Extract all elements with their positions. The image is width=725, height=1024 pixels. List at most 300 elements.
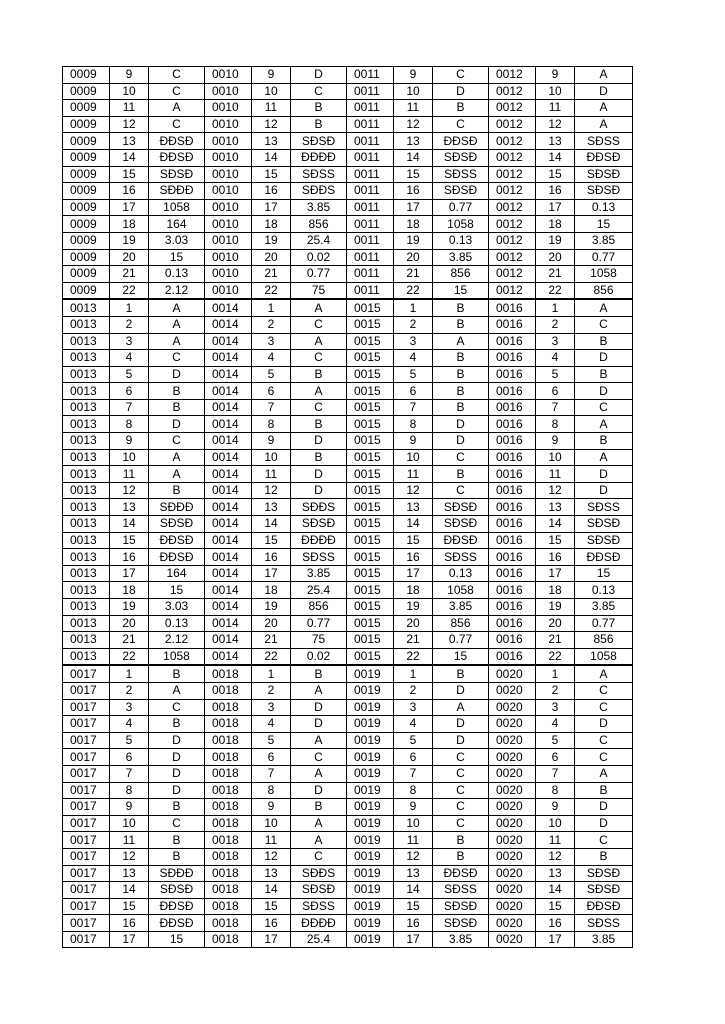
answer-cell: 856 — [291, 599, 347, 616]
answer-cell: 75 — [291, 632, 347, 649]
table-row — [63, 565, 633, 582]
question-number-cell: 14 — [394, 882, 433, 899]
question-number-cell: 15 — [394, 532, 433, 549]
answer-cell: C — [149, 699, 205, 716]
exam-code-cell: 0010 — [205, 149, 252, 166]
question-number-cell: 6 — [394, 749, 433, 766]
exam-code-cell: 0019 — [347, 716, 394, 733]
answer-cell: B — [149, 399, 205, 416]
question-number-cell: 11 — [110, 832, 149, 849]
answer-cell: 2.12 — [149, 282, 205, 299]
answer-cell: D — [433, 433, 489, 450]
answer-cell: 0.02 — [291, 249, 347, 266]
answer-cell: 0.13 — [575, 582, 633, 599]
exam-code-cell: 0016 — [489, 466, 536, 483]
table-row — [63, 183, 633, 200]
question-number-cell: 3 — [252, 333, 291, 350]
question-number-cell: 7 — [110, 399, 149, 416]
question-number-cell: 5 — [536, 732, 575, 749]
question-number-cell: 20 — [536, 249, 575, 266]
question-number-cell: 16 — [394, 915, 433, 932]
exam-code-cell: 0020 — [489, 682, 536, 699]
table-row — [63, 166, 633, 183]
answer-cell: C — [433, 749, 489, 766]
exam-code-cell: 0012 — [489, 83, 536, 100]
exam-code-cell: 0017 — [63, 799, 110, 816]
answer-cell: B — [433, 366, 489, 383]
question-number-cell: 4 — [252, 716, 291, 733]
exam-code-cell: 0016 — [489, 532, 536, 549]
exam-code-cell: 0014 — [205, 383, 252, 400]
exam-code-cell: 0017 — [63, 815, 110, 832]
answer-cell: C — [149, 116, 205, 133]
exam-code-cell: 0015 — [347, 599, 394, 616]
question-number-cell: 18 — [252, 582, 291, 599]
exam-code-cell: 0013 — [63, 582, 110, 599]
exam-code-cell: 0017 — [63, 732, 110, 749]
question-number-cell: 11 — [536, 466, 575, 483]
answer-cell: ĐĐSĐ — [149, 149, 205, 166]
question-number-cell: 18 — [110, 216, 149, 233]
exam-code-cell: 0013 — [63, 383, 110, 400]
answer-cell: 15 — [149, 249, 205, 266]
answer-cell: 0.77 — [575, 615, 633, 632]
exam-code-cell: 0012 — [489, 67, 536, 84]
answer-cell: SĐSĐ — [433, 149, 489, 166]
question-number-cell: 15 — [394, 898, 433, 915]
answer-cell: A — [433, 333, 489, 350]
answer-cell: ĐĐSĐ — [575, 898, 633, 915]
exam-code-cell: 0010 — [205, 83, 252, 100]
answer-cell: A — [575, 100, 633, 117]
answer-cell: A — [575, 299, 633, 316]
exam-code-cell: 0019 — [347, 682, 394, 699]
exam-code-cell: 0015 — [347, 648, 394, 665]
answer-cell: 856 — [575, 632, 633, 649]
exam-code-cell: 0014 — [205, 482, 252, 499]
exam-code-cell: 0016 — [489, 433, 536, 450]
answer-cell: C — [149, 815, 205, 832]
answer-cell: D — [291, 716, 347, 733]
exam-code-cell: 0020 — [489, 815, 536, 832]
question-number-cell: 15 — [110, 166, 149, 183]
question-number-cell: 11 — [394, 832, 433, 849]
table-row — [63, 383, 633, 400]
exam-code-cell: 0015 — [347, 316, 394, 333]
answer-cell: D — [575, 815, 633, 832]
answer-cell: SĐĐĐ — [149, 183, 205, 200]
exam-code-cell: 0010 — [205, 232, 252, 249]
exam-code-cell: 0016 — [489, 449, 536, 466]
question-number-cell: 9 — [394, 67, 433, 84]
exam-code-cell: 0009 — [63, 232, 110, 249]
question-number-cell: 13 — [394, 133, 433, 150]
exam-code-cell: 0016 — [489, 333, 536, 350]
question-number-cell: 14 — [252, 882, 291, 899]
answer-cell: B — [291, 100, 347, 117]
answer-cell: C — [433, 449, 489, 466]
question-number-cell: 17 — [394, 199, 433, 216]
question-number-cell: 3 — [536, 333, 575, 350]
question-number-cell: 12 — [394, 116, 433, 133]
question-number-cell: 20 — [110, 249, 149, 266]
question-number-cell: 20 — [252, 249, 291, 266]
answer-cell: D — [575, 350, 633, 367]
question-number-cell: 17 — [394, 931, 433, 948]
exam-code-cell: 0015 — [347, 366, 394, 383]
answer-cell: D — [291, 699, 347, 716]
question-number-cell: 10 — [252, 83, 291, 100]
answer-cell: 3.85 — [291, 199, 347, 216]
exam-code-cell: 0011 — [347, 183, 394, 200]
answer-cell: A — [291, 299, 347, 316]
exam-code-cell: 0013 — [63, 333, 110, 350]
question-number-cell: 3 — [252, 699, 291, 716]
answer-cell: 0.77 — [433, 199, 489, 216]
exam-code-cell: 0020 — [489, 832, 536, 849]
question-number-cell: 12 — [110, 116, 149, 133]
exam-code-cell: 0011 — [347, 249, 394, 266]
exam-code-cell: 0009 — [63, 199, 110, 216]
exam-code-cell: 0011 — [347, 116, 394, 133]
question-number-cell: 18 — [536, 216, 575, 233]
answer-cell: C — [291, 399, 347, 416]
exam-code-cell: 0010 — [205, 100, 252, 117]
exam-code-cell: 0013 — [63, 499, 110, 516]
exam-code-cell: 0011 — [347, 266, 394, 283]
exam-code-cell: 0012 — [489, 249, 536, 266]
exam-code-cell: 0019 — [347, 848, 394, 865]
exam-code-cell: 0011 — [347, 83, 394, 100]
question-number-cell: 18 — [394, 216, 433, 233]
answer-cell: SĐSĐ — [575, 183, 633, 200]
exam-code-cell: 0020 — [489, 898, 536, 915]
answer-cell: A — [291, 333, 347, 350]
answer-cell: 3.85 — [433, 599, 489, 616]
question-number-cell: 3 — [394, 333, 433, 350]
question-number-cell: 4 — [252, 350, 291, 367]
table-row — [63, 416, 633, 433]
answer-cell: D — [149, 416, 205, 433]
question-number-cell: 8 — [394, 416, 433, 433]
question-number-cell: 19 — [394, 232, 433, 249]
exam-code-cell: 0015 — [347, 532, 394, 549]
answer-cell: C — [149, 83, 205, 100]
answer-cell: B — [291, 116, 347, 133]
question-number-cell: 2 — [110, 682, 149, 699]
question-number-cell: 1 — [110, 665, 149, 682]
question-number-cell: 10 — [110, 449, 149, 466]
exam-code-cell: 0017 — [63, 832, 110, 849]
answer-cell: B — [291, 416, 347, 433]
question-number-cell: 5 — [110, 732, 149, 749]
question-number-cell: 22 — [110, 648, 149, 665]
answer-cell: SĐSĐ — [433, 183, 489, 200]
question-number-cell: 2 — [252, 316, 291, 333]
question-number-cell: 21 — [110, 632, 149, 649]
exam-code-cell: 0019 — [347, 882, 394, 899]
exam-code-cell: 0016 — [489, 499, 536, 516]
question-number-cell: 22 — [394, 282, 433, 299]
answer-cell: 3.85 — [433, 249, 489, 266]
exam-code-cell: 0014 — [205, 433, 252, 450]
exam-code-cell: 0013 — [63, 433, 110, 450]
exam-code-cell: 0014 — [205, 565, 252, 582]
answer-cell: B — [433, 466, 489, 483]
exam-code-cell: 0014 — [205, 333, 252, 350]
table-row — [63, 350, 633, 367]
question-number-cell: 12 — [252, 848, 291, 865]
answer-cell: C — [433, 782, 489, 799]
answer-cell: 15 — [433, 648, 489, 665]
question-number-cell: 6 — [252, 383, 291, 400]
exam-code-cell: 0015 — [347, 615, 394, 632]
answer-cell: B — [291, 366, 347, 383]
question-number-cell: 9 — [110, 67, 149, 84]
answer-cell: 3.85 — [575, 599, 633, 616]
question-number-cell: 20 — [110, 615, 149, 632]
question-number-cell: 9 — [536, 67, 575, 84]
question-number-cell: 17 — [536, 931, 575, 948]
question-number-cell: 15 — [110, 898, 149, 915]
question-number-cell: 16 — [536, 183, 575, 200]
question-number-cell: 19 — [110, 599, 149, 616]
table-row — [63, 665, 633, 682]
answer-cell: 3.85 — [433, 931, 489, 948]
answer-cell: 25.4 — [291, 232, 347, 249]
answer-cell: A — [291, 682, 347, 699]
exam-code-cell: 0016 — [489, 350, 536, 367]
question-number-cell: 6 — [110, 383, 149, 400]
question-number-cell: 17 — [252, 565, 291, 582]
question-number-cell: 12 — [394, 848, 433, 865]
question-number-cell: 16 — [110, 915, 149, 932]
exam-code-cell: 0019 — [347, 832, 394, 849]
exam-code-cell: 0011 — [347, 133, 394, 150]
table-row — [63, 599, 633, 616]
answer-cell: ĐĐSĐ — [149, 532, 205, 549]
exam-code-cell: 0020 — [489, 699, 536, 716]
answer-cell: B — [433, 383, 489, 400]
question-number-cell: 13 — [394, 499, 433, 516]
answer-cell: ĐĐĐĐ — [291, 915, 347, 932]
table-row — [63, 316, 633, 333]
exam-code-cell: 0009 — [63, 216, 110, 233]
question-number-cell: 13 — [110, 133, 149, 150]
exam-code-cell: 0016 — [489, 549, 536, 566]
question-number-cell: 22 — [252, 282, 291, 299]
exam-code-cell: 0013 — [63, 416, 110, 433]
answer-cell: C — [433, 799, 489, 816]
exam-code-cell: 0017 — [63, 865, 110, 882]
exam-code-cell: 0013 — [63, 482, 110, 499]
exam-code-cell: 0019 — [347, 815, 394, 832]
table-row — [63, 799, 633, 816]
answer-cell: B — [433, 316, 489, 333]
exam-code-cell: 0014 — [205, 366, 252, 383]
answer-cell: D — [291, 482, 347, 499]
answer-cell: D — [433, 682, 489, 699]
question-number-cell: 10 — [536, 83, 575, 100]
question-number-cell: 9 — [252, 433, 291, 450]
answer-cell: D — [149, 366, 205, 383]
answer-cell: C — [291, 83, 347, 100]
answer-cell: 15 — [433, 282, 489, 299]
answer-cell: SĐĐĐ — [149, 865, 205, 882]
table-row — [63, 282, 633, 299]
table-row — [63, 699, 633, 716]
exam-code-cell: 0012 — [489, 183, 536, 200]
exam-code-cell: 0012 — [489, 199, 536, 216]
exam-code-cell: 0013 — [63, 532, 110, 549]
answer-cell: C — [575, 682, 633, 699]
question-number-cell: 14 — [394, 516, 433, 533]
question-number-cell: 18 — [394, 582, 433, 599]
answer-cell: C — [291, 749, 347, 766]
exam-code-cell: 0010 — [205, 116, 252, 133]
answer-cell: SĐSS — [575, 499, 633, 516]
question-number-cell: 11 — [252, 466, 291, 483]
exam-code-cell: 0019 — [347, 732, 394, 749]
answer-cell: C — [433, 67, 489, 84]
exam-code-cell: 0013 — [63, 615, 110, 632]
answer-cell: D — [433, 716, 489, 733]
exam-code-cell: 0009 — [63, 149, 110, 166]
answer-cell: ĐĐSĐ — [433, 532, 489, 549]
exam-code-cell: 0019 — [347, 749, 394, 766]
answer-cell: B — [575, 333, 633, 350]
answer-cell: B — [433, 399, 489, 416]
exam-code-cell: 0016 — [489, 316, 536, 333]
answer-cell: C — [433, 482, 489, 499]
answer-cell: B — [149, 665, 205, 682]
question-number-cell: 1 — [536, 299, 575, 316]
answer-cell: 3.85 — [291, 565, 347, 582]
question-number-cell: 21 — [252, 266, 291, 283]
exam-code-cell: 0011 — [347, 199, 394, 216]
answer-cell: C — [575, 832, 633, 849]
answer-cell: B — [149, 716, 205, 733]
answer-cell: 1058 — [433, 216, 489, 233]
exam-code-cell: 0009 — [63, 100, 110, 117]
question-number-cell: 15 — [536, 166, 575, 183]
table-row — [63, 582, 633, 599]
answer-cell: B — [433, 299, 489, 316]
exam-code-cell: 0019 — [347, 699, 394, 716]
exam-code-cell: 0012 — [489, 149, 536, 166]
answer-key-table — [62, 66, 633, 948]
exam-code-cell: 0018 — [205, 682, 252, 699]
question-number-cell: 17 — [394, 565, 433, 582]
question-number-cell: 13 — [252, 865, 291, 882]
question-number-cell: 12 — [110, 848, 149, 865]
exam-code-cell: 0018 — [205, 915, 252, 932]
exam-code-cell: 0011 — [347, 149, 394, 166]
exam-code-cell: 0015 — [347, 499, 394, 516]
question-number-cell: 8 — [536, 782, 575, 799]
question-number-cell: 14 — [110, 149, 149, 166]
question-number-cell: 11 — [252, 100, 291, 117]
answer-cell: B — [149, 482, 205, 499]
exam-code-cell: 0014 — [205, 582, 252, 599]
answer-cell: 0.13 — [149, 266, 205, 283]
table-row — [63, 499, 633, 516]
question-number-cell: 7 — [110, 765, 149, 782]
question-number-cell: 5 — [536, 366, 575, 383]
answer-cell: A — [575, 116, 633, 133]
question-number-cell: 10 — [536, 449, 575, 466]
answer-cell: 856 — [291, 216, 347, 233]
table-row — [63, 765, 633, 782]
answer-cell: SĐSĐ — [433, 915, 489, 932]
exam-code-cell: 0018 — [205, 882, 252, 899]
table-row — [63, 199, 633, 216]
question-number-cell: 2 — [394, 316, 433, 333]
exam-code-cell: 0014 — [205, 466, 252, 483]
answer-cell: SĐSS — [433, 166, 489, 183]
answer-cell: SĐSĐ — [149, 166, 205, 183]
answer-cell: 1058 — [149, 648, 205, 665]
answer-cell: 0.13 — [575, 199, 633, 216]
question-number-cell: 15 — [110, 532, 149, 549]
exam-code-cell: 0015 — [347, 449, 394, 466]
question-number-cell: 17 — [536, 565, 575, 582]
exam-code-cell: 0018 — [205, 832, 252, 849]
exam-code-cell: 0020 — [489, 716, 536, 733]
answer-cell: A — [433, 699, 489, 716]
question-number-cell: 16 — [394, 549, 433, 566]
question-number-cell: 19 — [252, 232, 291, 249]
exam-code-cell: 0013 — [63, 366, 110, 383]
exam-code-cell: 0017 — [63, 699, 110, 716]
exam-code-cell: 0014 — [205, 615, 252, 632]
question-number-cell: 2 — [536, 316, 575, 333]
answer-cell: 25.4 — [291, 582, 347, 599]
question-number-cell: 4 — [536, 716, 575, 733]
answer-cell: B — [575, 848, 633, 865]
answer-cell: SĐSĐ — [291, 133, 347, 150]
question-number-cell: 8 — [252, 416, 291, 433]
question-number-cell: 13 — [252, 499, 291, 516]
exam-code-cell: 0015 — [347, 549, 394, 566]
answer-cell: D — [575, 383, 633, 400]
exam-code-cell: 0017 — [63, 915, 110, 932]
question-number-cell: 1 — [110, 299, 149, 316]
answer-cell: 164 — [149, 216, 205, 233]
answer-cell: D — [149, 765, 205, 782]
question-number-cell: 11 — [536, 100, 575, 117]
exam-code-cell: 0017 — [63, 882, 110, 899]
answer-cell: 25.4 — [291, 931, 347, 948]
answer-cell: ĐĐSĐ — [433, 133, 489, 150]
answer-cell: B — [291, 449, 347, 466]
answer-cell: B — [433, 832, 489, 849]
exam-code-cell: 0020 — [489, 782, 536, 799]
answer-cell: 0.77 — [291, 615, 347, 632]
question-number-cell: 22 — [536, 282, 575, 299]
answer-cell: C — [149, 433, 205, 450]
answer-cell: 0.02 — [291, 648, 347, 665]
question-number-cell: 12 — [252, 116, 291, 133]
answer-cell: B — [575, 782, 633, 799]
answer-cell: 164 — [149, 565, 205, 582]
exam-code-cell: 0018 — [205, 765, 252, 782]
question-number-cell: 4 — [536, 350, 575, 367]
exam-code-cell: 0016 — [489, 416, 536, 433]
question-number-cell: 9 — [110, 433, 149, 450]
exam-code-cell: 0017 — [63, 765, 110, 782]
question-number-cell: 8 — [394, 782, 433, 799]
